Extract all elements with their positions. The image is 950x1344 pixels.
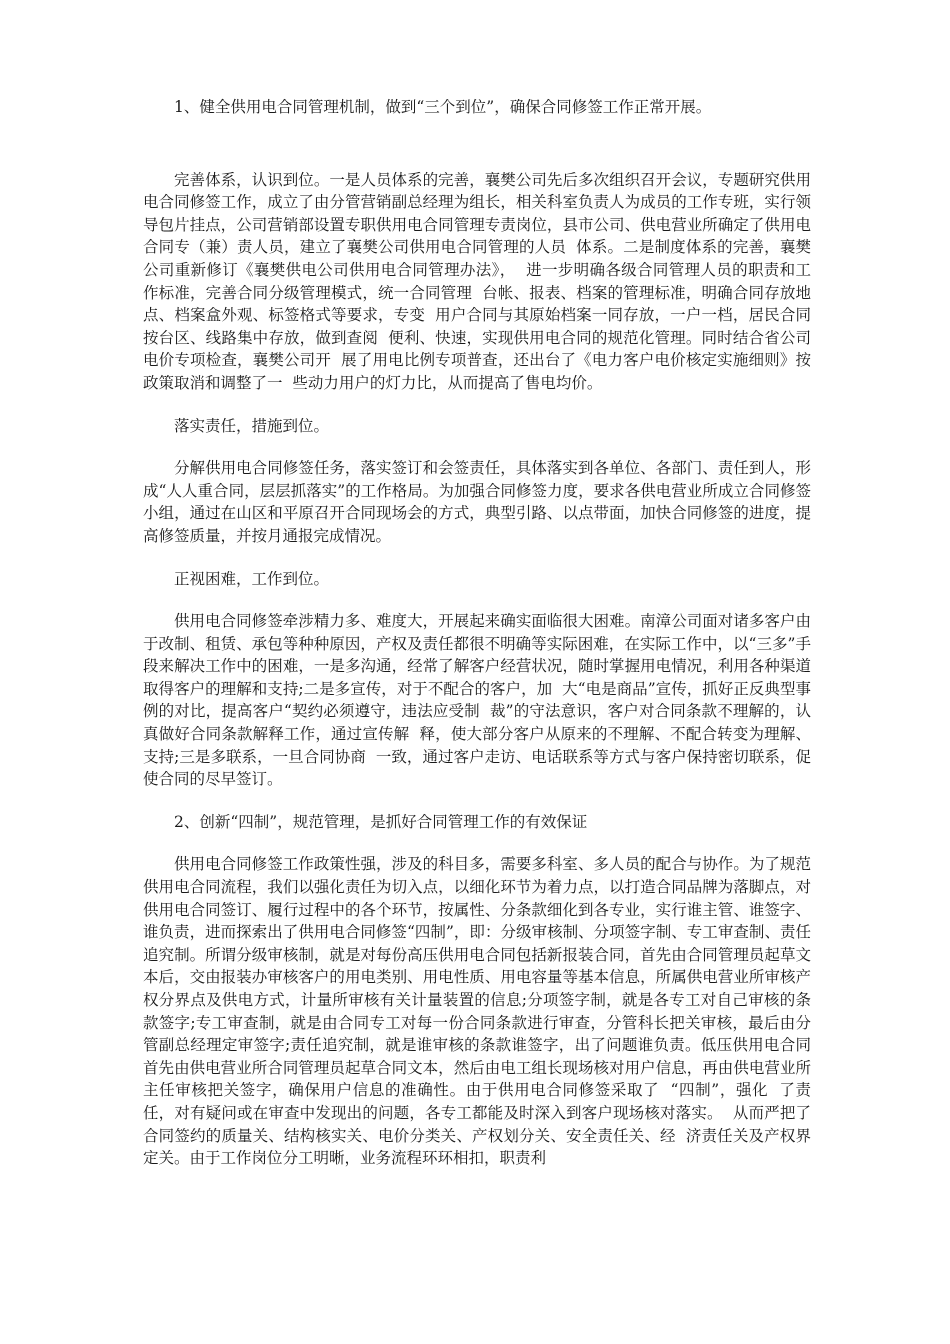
paragraph-four-systems: 供用电合同修签工作政策性强，涉及的科目多，需要多科室、多人员的配合与协作。为了规范供用电合同流程，我们以强化责任为切入点，以细化环节为着力点，以打造合同品牌为落脚点，对供用电合同签订、履行过程中的各个环节，按属性、分条款细化到各专业，实行谁主管、谁签字、谁负责，进而探索出了供用电合同修签“四制”，即：分级审核制、分项签字制、专工审查制、责任追究制。所谓分级审核制，就是对每份高压供用电合同包括新报装合同，首先由合同管理员起草文本后，交由报装办审核客户的用电类别、用电性质、用电容量等基本信息，所属供电营业所审核产权分界点及供电方式，计量所审核有关计量装置的信息;分项签字制，就是各专工对自己审核的条款签字;专工审查制，就是由合同专工对每一份合同条款进行审查，分管科长把关审核，最后由分管副总经理定审签字;责任追究制，就是谁审核的条款谁签字，出了问题谁负责。低压供用电合同首先由供电营业所合同管理员起草合同文本，然后由电工组长现场核对用户信息，再由供电营业所主任审核把关签字，确保用户信息的准确性。由于供用电合同修签采取了 “四制”，强化 了责任，对有疑问或在审查中发现出的问题，各专工都能及时深入到客户现场核对落实。 从而严把了合同签约的质量关、结构核实关、电价分类关、产权划分关、安全责任关、经 济责任关及产权界定关。由于工作岗位分工明晰，业务流程环环相扣，职责利 (143, 855, 811, 1168)
subheading-difficulties: 正视困难，工作到位。 (174, 569, 330, 588)
paragraph-task-breakdown: 分解供用电合同修签任务，落实签订和会签责任，具体落实到各单位、各部门、责任到人，形成“人人重合同，层层抓落实”的工作格局。为加强合同修签力度，要求各供电营业所成立合同修签小组，通过在山区和平原召开合同现场会的方式，典型引路、以点带面，加快合同修签的进度，提高修签质量，并按月通报完成情况。 (143, 459, 811, 545)
paragraph-system-improvement: 完善体系，认识到位。一是人员体系的完善，襄樊公司先后多次组织召开会议，专题研究供用电合同修签工作，成立了由分管营销副总经理为组长，相关科室负责人为成员的工作专班，实行领导包片挂点，公司营销部设置专职供用电合同管理专责岗位，县市公司、供电营业所确定了供用电合同专（兼）责人员，建立了襄樊公司供用电合同管理的人员 体系。二是制度体系的完善，襄樊公司重新修订《襄樊供电公司供用电合同管理办法》， 进一步明确各级合同管理人员的职责和工作标准，完善合同分级管理模式，统一合同管理 台帐、报表、档案的管理标准，明确合同存放地点、档案盒外观、标签格式等要求，专变 用户合同与其原始档案一同存放，一户一档，居民合同按台区、线路集中存放，做到查阅 便利、快速，实现供用电合同的规范化管理。同时结合省公司电价专项检查，襄樊公司开 展了用电比例专项普查，还出台了《电力客户电价核定实施细则》按政策取消和调整了一 些动力用户的灯力比，从而提高了售电均价。 (143, 170, 811, 392)
section-heading-1: 1、健全供用电合同管理机制，做到“三个到位”，确保合同修签工作正常开展。 (174, 98, 712, 116)
subheading-responsibility: 落实责任，措施到位。 (174, 416, 330, 435)
section-heading-2: 2、创新“四制”，规范管理，是抓好合同管理工作的有效保证 (174, 812, 588, 831)
document-page (143, 96, 811, 1170)
paragraph-three-mores: 供用电合同修签牵涉精力多、难度大，开展起来确实面临很大困难。南漳公司面对诸多客户由于改制、租赁、承包等种种原因，产权及责任都很不明确等实际困难，在实际工作中，以“三多”手段来解决工作中的困难，一是多沟通，经常了解客户经营状况，随时掌握用电情况，利用各种渠道取得客户的理解和支持;二是多宣传，对于不配合的客户，加 大“电是商品”宣传，抓好正反典型事例的对比，提高客户“契约必须遵守，违法应受制 裁”的守法意识，客户对合同条款不理解的，认真做好合同条款解释工作，通过宣传解 释，使大部分客户从原来的不理解、不配合转变为理解、支持;三是多联系，一旦合同协商 一致，通过客户走访、电话联系等方式与客户保持密切联系，促使合同的尽早签订。 (143, 612, 811, 789)
